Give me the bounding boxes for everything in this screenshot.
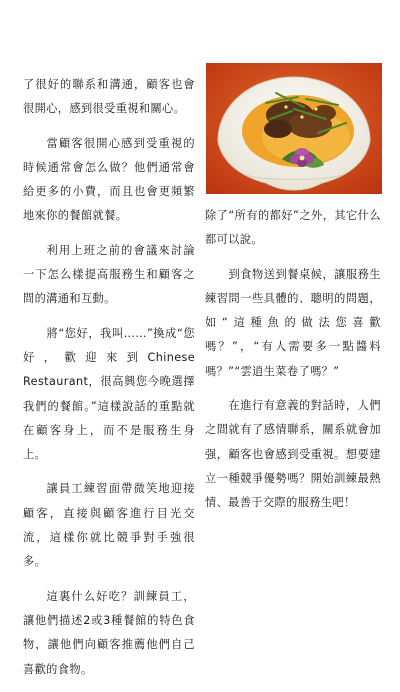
paragraph: 利用上班之前的會議來討論一下怎么樣提高服務生和顧客之間的溝通和互動。 — [23, 243, 195, 306]
right-text-column — [205, 204, 381, 526]
paragraph: 在進行有意義的對話時，人們之間就有了感情聯系，關系就會加强，顧客也會感到受重視。想要建立一種競爭優勢嗎？開始訓練最熱情、最善于交際的服務生吧！ — [205, 399, 381, 510]
left-text-column — [23, 73, 195, 692]
paragraph: 這裏什么好吃？訓練員工，讓他們描述2或3種餐館的特色食物，讓他們向顧客推薦他們自己喜歡的食物。 — [23, 589, 195, 676]
paragraph: 將“您好，我叫……”換成“您好，歡迎來到Chinese Restaurant，很高興您今晚選擇我們的餐館。”這樣說話的重點就在顧客身上，而不是服務生身上。 — [23, 326, 195, 462]
paragraph: 讓員工練習面帶微笑地迎接顧客，直接與顧客進行目光交流，這樣你就比競爭對手強很多。 — [23, 482, 195, 569]
food-dish-photo — [206, 63, 382, 194]
paragraph: 除了“所有的都好”之外，其它什么都可以說。 — [205, 209, 381, 247]
paragraph: 當顧客很開心感到受重視的時候通常會怎么做？他們通常會給更多的小費，而且也會更頻繁地來你的餐館就餐。 — [23, 136, 195, 223]
paragraph: 了很好的聯系和溝通，顧客也會很開心，感到很受重視和關心。 — [23, 78, 195, 116]
paragraph: 到食物送到餐桌候，讓服務生練習問一些具體的、聰明的問題，如“這種魚的做法您喜歡嗎？”，“有人需要多一點醬料嗎？”“雲逍生菜卷了嗎？” — [205, 267, 381, 378]
